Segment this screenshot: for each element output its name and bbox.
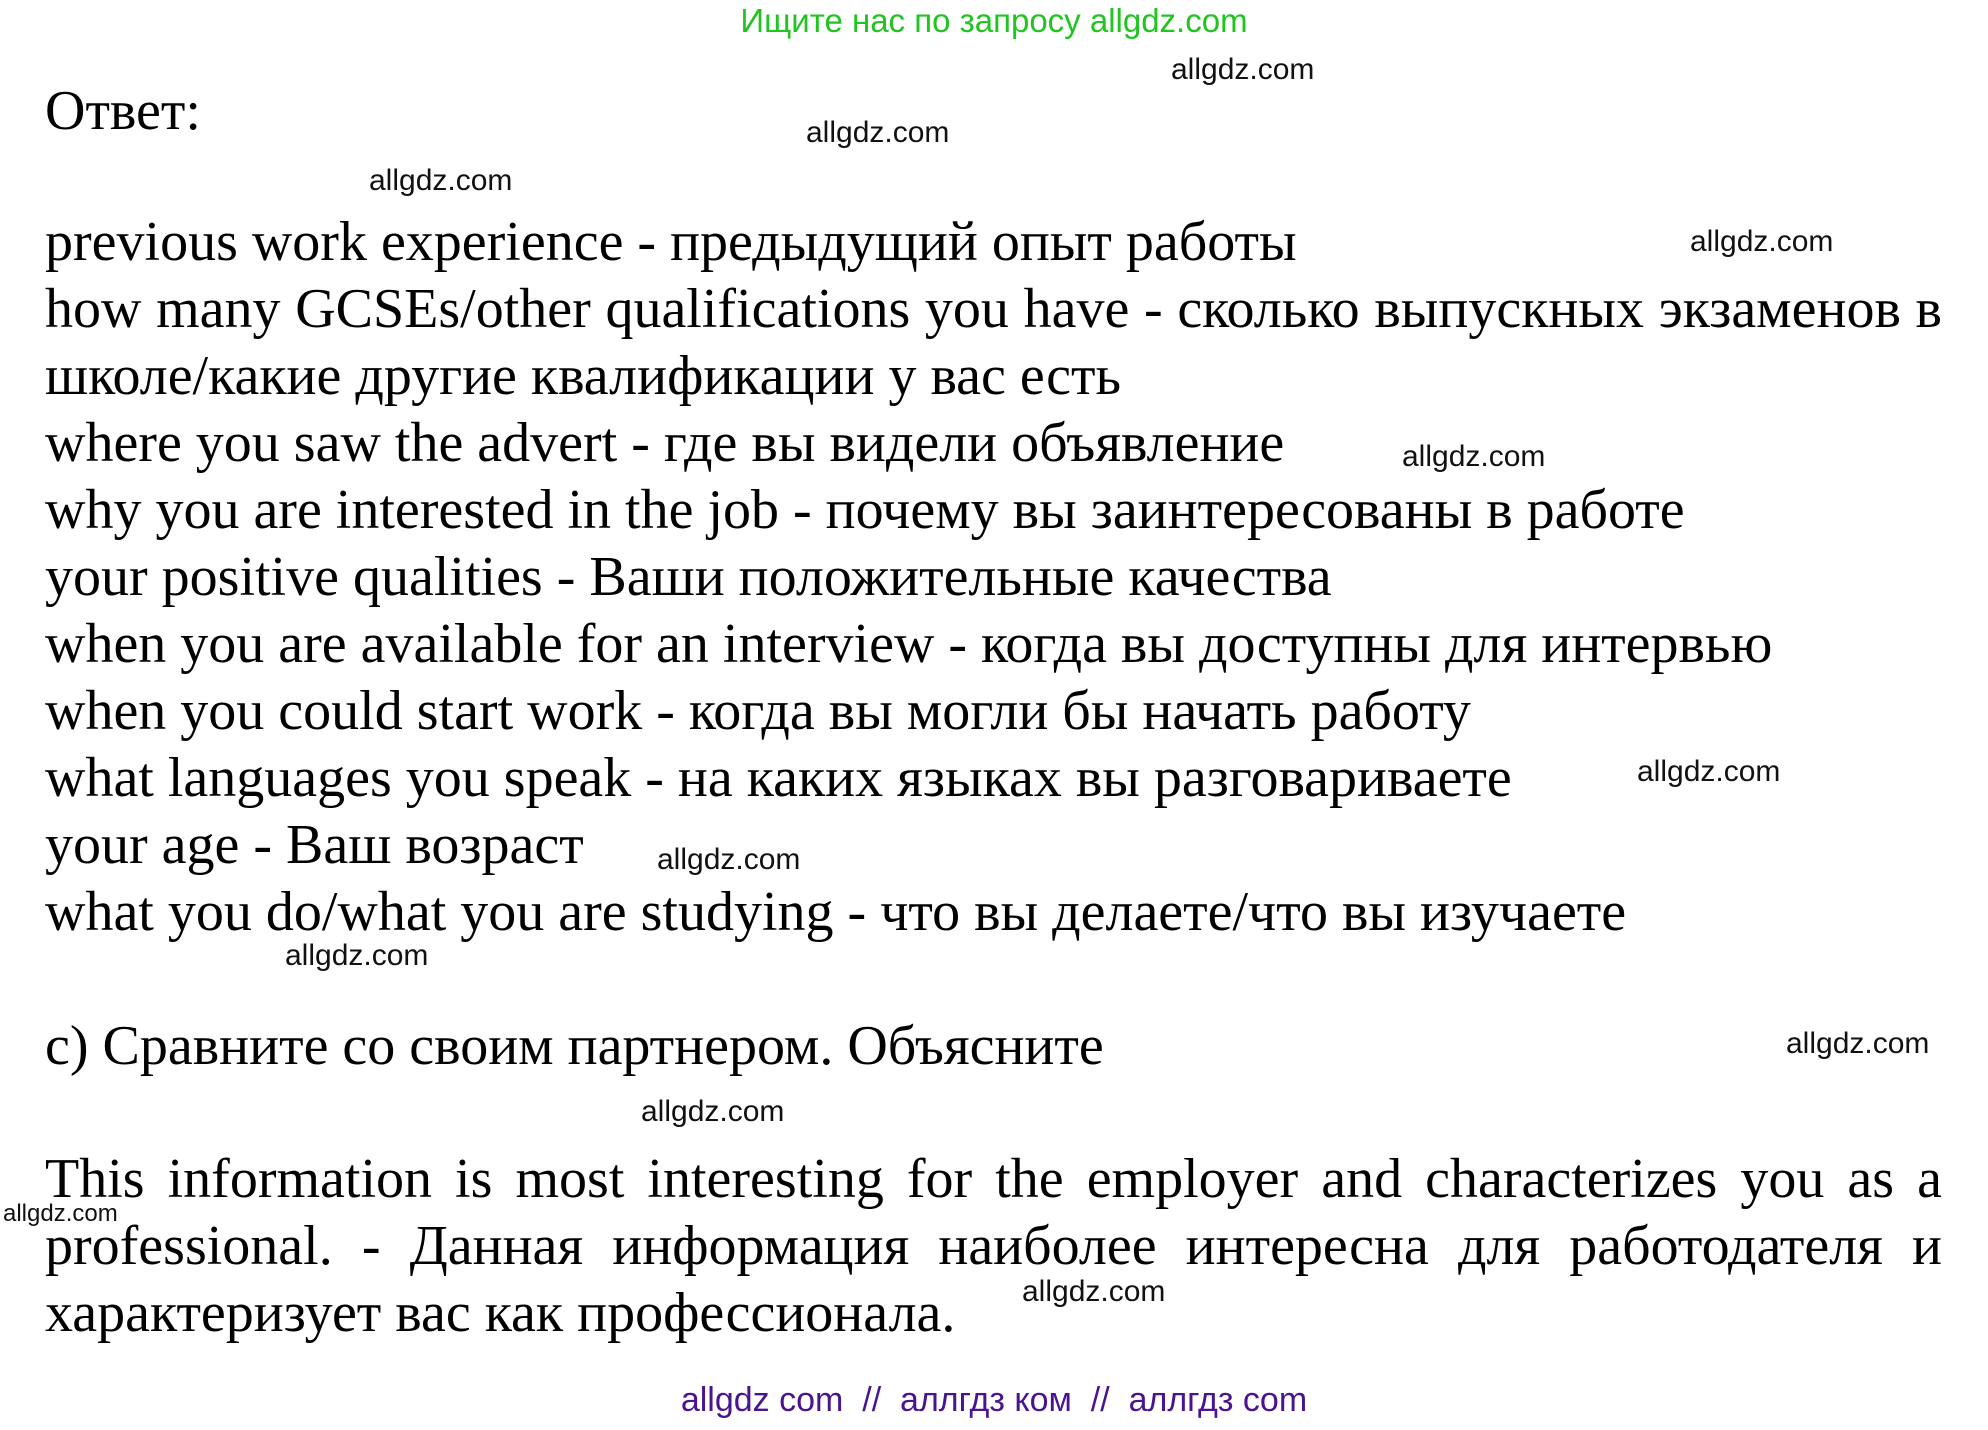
- watermark: allgdz.com: [369, 164, 513, 197]
- search-banner: Ищите нас по запросу allgdz.com: [740, 2, 1248, 39]
- answer-heading: Ответ:: [45, 80, 201, 142]
- list-item: when you could start work - когда вы могли бы начать работу: [45, 680, 1471, 742]
- watermark: allgdz.com: [806, 116, 950, 149]
- watermark: allgdz.com: [1402, 440, 1546, 473]
- list-item: your positive qualities - Ваши положительные качества: [45, 546, 1332, 608]
- list-item: what you do/what you are studying - что вы делаете/что вы изучаете: [45, 881, 1627, 943]
- list-item: where you saw the advert - где вы видели объявление: [45, 412, 1285, 474]
- watermark: allgdz.com: [3, 1200, 118, 1227]
- watermark: allgdz.com: [1786, 1027, 1930, 1060]
- answer-paragraph: This information is most interesting for the employer and characterizes you as a professional. - Данная информация наиболее интересна для работодателя и характеризует вас как профессионала.: [45, 1148, 1942, 1344]
- list-item: previous work experience - предыдущий опыт работы: [45, 211, 1297, 273]
- list-item: your age - Ваш возраст: [45, 814, 584, 876]
- watermark: allgdz.com: [1171, 53, 1315, 86]
- watermark: allgdz.com: [1022, 1275, 1166, 1308]
- list-item: when you are available for an interview - когда вы доступны для интервью: [45, 613, 1773, 675]
- watermark: allgdz.com: [1690, 225, 1834, 258]
- task-subheading: c) Сравните со своим партнером. Объясните: [45, 1015, 1104, 1077]
- list-item: how many GCSEs/other qualifications you have - сколько выпускных экзаменов в школе/какие другие квалификации у вас есть: [45, 278, 1942, 407]
- list-item: why you are interested in the job - почему вы заинтересованы в работе: [45, 479, 1685, 541]
- watermark: allgdz.com: [657, 843, 801, 876]
- list-item: what languages you speak - на каких языках вы разговариваете: [45, 747, 1512, 809]
- watermark: allgdz.com: [641, 1095, 785, 1128]
- watermark: allgdz.com: [285, 939, 429, 972]
- watermark: allgdz.com: [1637, 755, 1781, 788]
- footer-links: allgdz com // аллгдз ком // аллгдз com: [680, 1381, 1308, 1419]
- answer-list: [45, 209, 1942, 946]
